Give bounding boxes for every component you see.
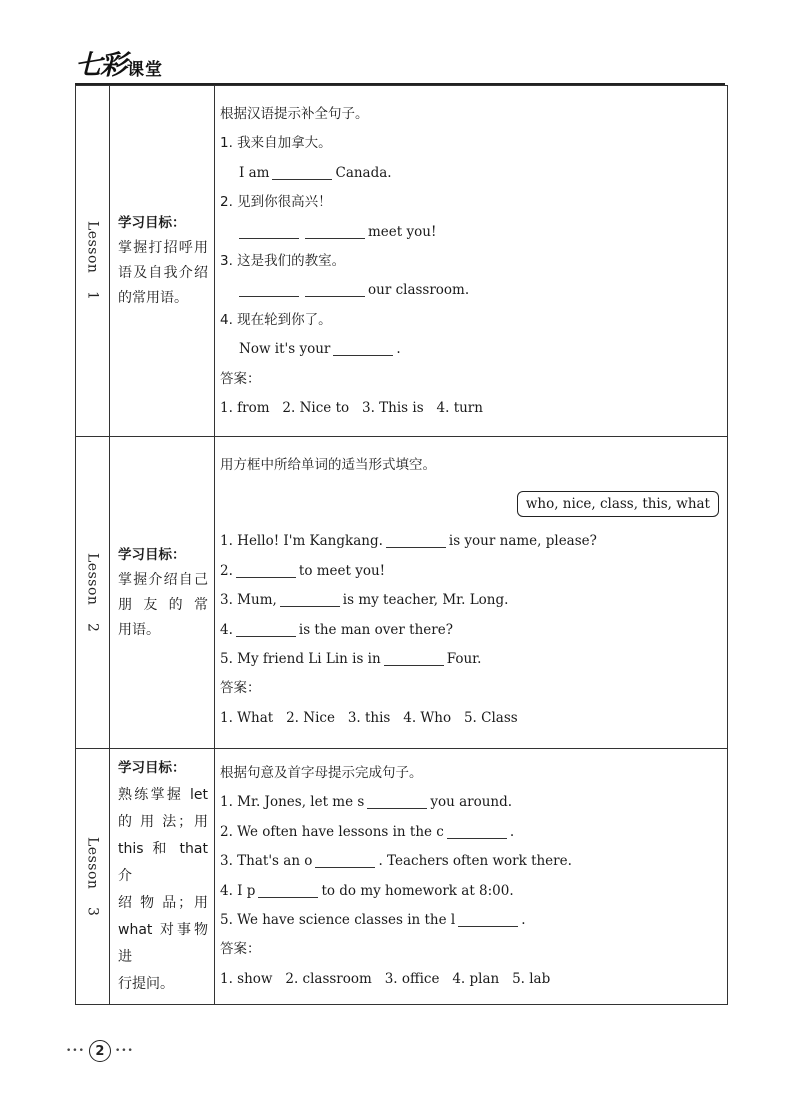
exercise-cell: [215, 749, 728, 1005]
answer-blank: [367, 792, 427, 809]
exercise-sentence: 2. to meet you!: [220, 562, 386, 579]
exercise-sentence: 1. Mr. Jones, let me s you around.: [220, 794, 513, 811]
lesson-label-cell: [76, 749, 110, 1005]
exercise-prompt: 4. 现在轮到你了。: [220, 311, 332, 328]
answer-key: 1. show 2. classroom 3. office 4. plan 5. lab: [220, 970, 551, 987]
exercise-sentence: 5. My friend Li Lin is in Four.: [220, 650, 482, 667]
exercise-cell: [215, 86, 728, 437]
goal-title: 学习目标：: [118, 215, 186, 231]
answer-blank: [280, 590, 340, 607]
exercise-sentence: 4. I p to do my homework at 8:00.: [220, 882, 514, 899]
goal-cell: [110, 749, 215, 1005]
answer-label: 答案：: [220, 941, 261, 958]
lesson-label: Lesson2: [84, 552, 101, 633]
exercise-sentence: Now it's your .: [239, 341, 401, 358]
answer-blank: [236, 561, 296, 578]
exercise-sentence: 3. Mum, is my teacher, Mr. Long.: [220, 592, 509, 609]
answer-blank: [447, 822, 507, 839]
answer-blank: [384, 649, 444, 666]
goal-line: 的 用 法；用: [118, 814, 208, 831]
lesson-row-2: [76, 437, 728, 749]
answer-blank: [315, 851, 375, 868]
lesson-row-1: [76, 86, 728, 437]
answer-blank: [333, 339, 393, 356]
goal-line: 绍 物 品；用: [118, 895, 208, 912]
goal-line: 熟练掌握 let: [118, 787, 208, 804]
answer-blank: [458, 910, 518, 927]
exercise-sentence: meet you!: [220, 218, 719, 247]
exercise-prompt: 1. 我来自加拿大。: [220, 135, 332, 152]
exercise-cell: [215, 437, 728, 749]
answer-blank: [239, 280, 299, 297]
goal-line: 的常用语。: [118, 290, 188, 306]
goal-cell: [110, 86, 215, 437]
exercise-sentence: 2. We often have lessons in the c .: [220, 823, 515, 840]
goal-title: 学习目标：: [118, 760, 186, 777]
goal-line: 掌握打招呼用: [118, 240, 208, 256]
exercise-instruction: 根据汉语提示补全句子。: [220, 106, 369, 122]
exercise-sentence: I am Canada.: [239, 164, 392, 181]
exercise-prompt: 2. 见到你很高兴！: [220, 194, 332, 211]
answer-blank: [386, 531, 446, 548]
page-number-dots-left: •••: [66, 1046, 85, 1056]
lesson-label-cell: [76, 86, 110, 437]
goal-line: this 和 that 介: [118, 841, 208, 885]
exercise-sentence: 3. That's an o . Teachers often work there.: [220, 853, 572, 870]
goal-line: 行提问。: [118, 976, 174, 993]
exercise-sentence: 1. Hello! I'm Kangkang. is your name, please?: [220, 533, 597, 550]
answer-label: 答案：: [220, 370, 261, 387]
logo-text-main: 七彩: [75, 50, 125, 81]
goal-line: what 对事物进: [118, 922, 208, 966]
goal-line: 朋 友 的 常: [118, 596, 208, 613]
answer-blank: [239, 222, 299, 239]
lesson-label: Lesson1: [84, 221, 101, 301]
exercise-sentence: our classroom.: [220, 276, 719, 305]
exercise-sentence: 4. is the man over there?: [220, 621, 453, 638]
exercise-instruction: 根据句意及首字母提示完成句子。: [220, 765, 423, 781]
page-number: [66, 1040, 134, 1062]
answer-blank: [236, 620, 296, 637]
logo-text-sub: 课堂: [127, 60, 163, 80]
page-number-circle: 2: [89, 1040, 111, 1062]
exercise-instruction: 用方框中所给单词的适当形式填空。: [220, 457, 436, 473]
lesson-label: Lesson3: [84, 836, 101, 917]
goal-title: 学习目标：: [118, 546, 186, 563]
page-number-dots-right: •••: [114, 1046, 134, 1056]
answer-label: 答案：: [220, 680, 261, 697]
answer-blank: [272, 163, 332, 180]
exercise-prompt: 3. 这是我们的教室。: [220, 252, 346, 269]
exercise-sentence: 5. We have science classes in the l .: [220, 911, 526, 928]
lesson-row-3: [76, 749, 728, 1005]
answer-blank: [258, 881, 318, 898]
publisher-logo: [75, 48, 163, 82]
word-box: who, nice, class, this, what: [517, 491, 719, 517]
lessons-table: [75, 85, 728, 1005]
goal-line: 掌握介绍自己: [118, 571, 208, 588]
goal-line: 语及自我介绍: [118, 265, 208, 281]
answer-blank: [305, 280, 365, 297]
answer-key: 1. What 2. Nice 3. this 4. Who 5. Class: [220, 709, 518, 726]
goal-line: 用语。: [118, 621, 160, 638]
answer-blank: [305, 222, 365, 239]
lesson-label-cell: [76, 437, 110, 749]
goal-cell: [110, 437, 215, 749]
answer-key: 1. from 2. Nice to 3. This is 4. turn: [220, 399, 483, 416]
